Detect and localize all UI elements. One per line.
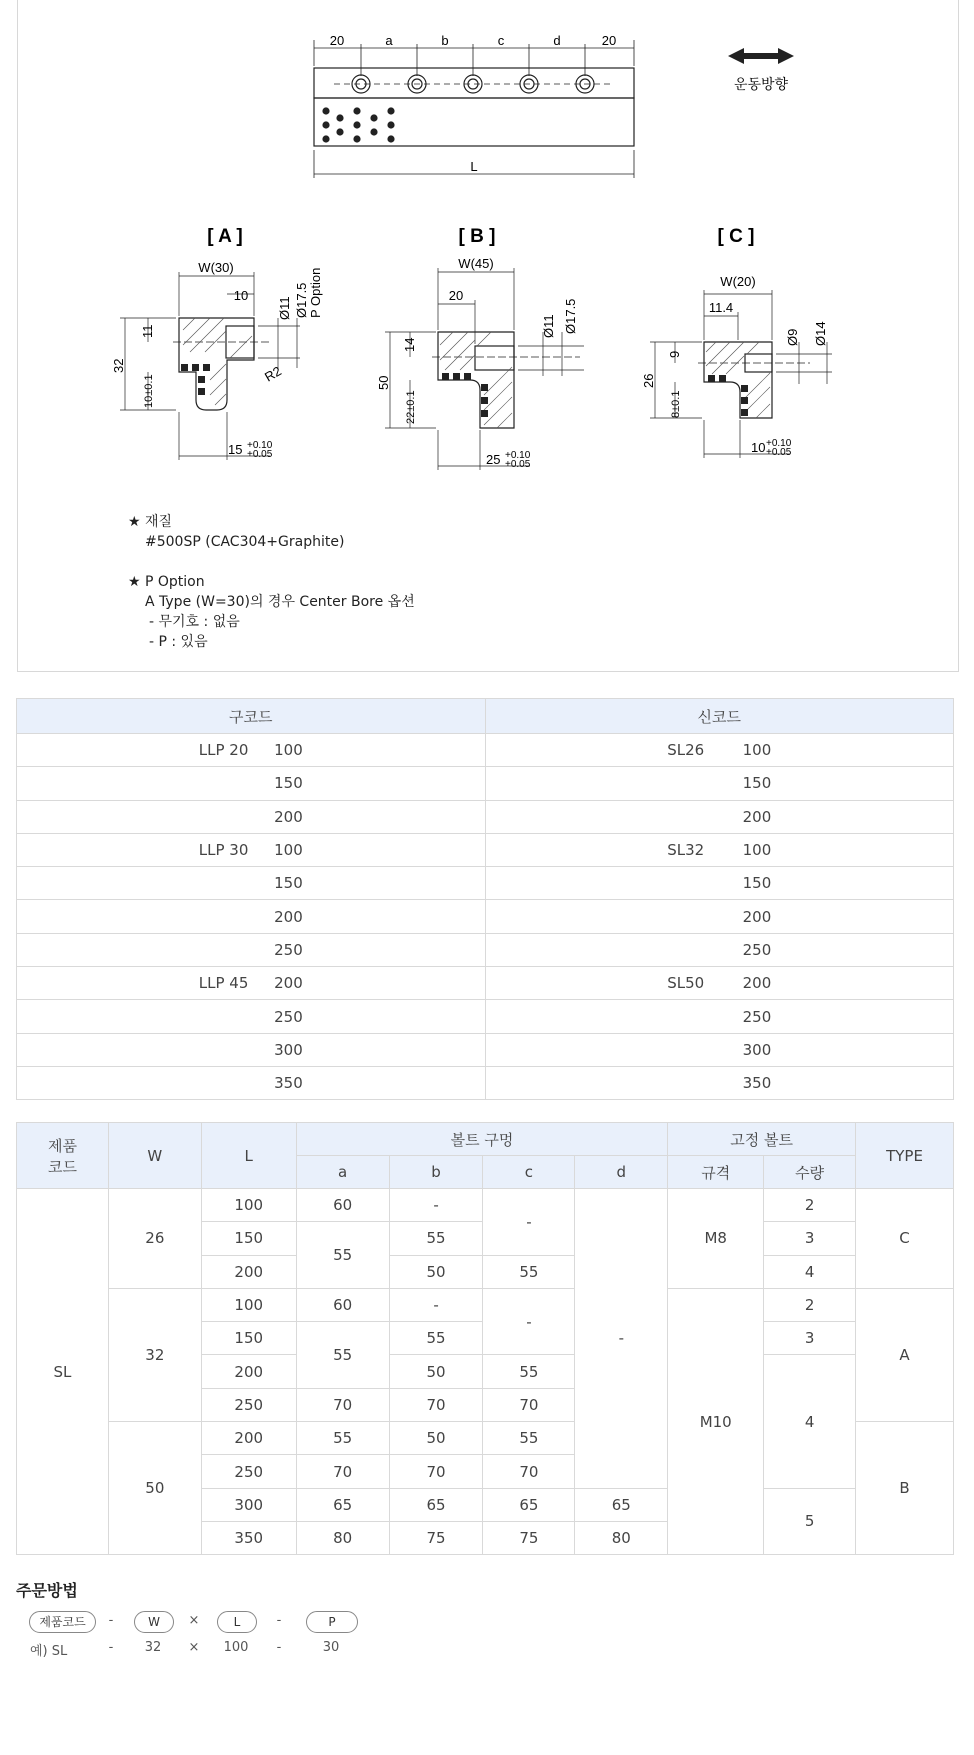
- old-code-cell: [17, 767, 486, 800]
- cell-b: 55: [389, 1222, 483, 1255]
- example-label: 예) SL: [30, 1644, 68, 1659]
- old-code-length: 250: [274, 1007, 303, 1026]
- old-code-length: 200: [274, 807, 303, 826]
- th-d: d: [575, 1156, 668, 1189]
- cell-c: 55: [483, 1255, 575, 1288]
- c-dim-9: 9: [667, 350, 682, 358]
- c-height-26: 26: [641, 373, 656, 388]
- cell-c: 55: [483, 1422, 575, 1455]
- pill-p: P: [306, 1611, 358, 1633]
- th-a: a: [296, 1156, 389, 1189]
- old-code-cell: [17, 867, 486, 900]
- c-tol-bottom: +0.05: [766, 447, 792, 458]
- cell-type: B: [856, 1422, 954, 1555]
- table-row: [17, 833, 954, 866]
- section-b-inserts: [442, 373, 488, 417]
- b-phi11: Ø11: [541, 314, 556, 338]
- b-height-22: 22±0.1: [405, 390, 417, 424]
- cell-a: 60: [296, 1189, 389, 1222]
- old-code-length: 100: [274, 741, 303, 760]
- cell-type: A: [856, 1288, 954, 1421]
- new-code-length: 200: [742, 807, 772, 826]
- old-code-length: 300: [274, 1040, 303, 1059]
- b-height-50: 50: [376, 375, 391, 390]
- cell-l: 100: [201, 1189, 296, 1222]
- cell-b: -: [389, 1288, 483, 1321]
- c-height-8: 8±0.1: [670, 390, 682, 418]
- new-code-prefix: SL50: [667, 974, 705, 993]
- table-row: [17, 800, 954, 833]
- cell-l: 100: [201, 1288, 296, 1321]
- new-code-cell: [485, 900, 954, 933]
- new-code-cell: [485, 833, 954, 866]
- cell-c: 55: [483, 1355, 575, 1388]
- notes: [128, 512, 415, 652]
- option-none: - 무기호 : 없음: [149, 614, 240, 630]
- section-a-hatch: [183, 318, 252, 405]
- spec-table: [16, 1122, 954, 1555]
- section-c-inserts: [708, 375, 748, 416]
- cell-l: 200: [201, 1255, 296, 1288]
- section-b-profile: [385, 268, 584, 470]
- new-code-cell: [485, 800, 954, 833]
- section-a-title: [ A ]: [207, 226, 243, 247]
- cell-a: 70: [296, 1455, 389, 1488]
- new-code-cell: [485, 1033, 954, 1066]
- a-tol-bottom: +0.05: [247, 449, 273, 460]
- pill-w: W: [134, 1611, 174, 1633]
- a-p-option: P Option: [308, 267, 323, 318]
- b-dim-20: 20: [448, 288, 464, 303]
- example-l: 100: [223, 1640, 249, 1655]
- th-code: 제품 코드: [17, 1123, 109, 1189]
- b-width: W(45): [458, 256, 494, 271]
- cell-w: 32: [108, 1288, 201, 1421]
- a-height-32: 32: [111, 358, 126, 373]
- cell-qty: 2: [764, 1288, 856, 1321]
- th-bolt-hole: 볼트 구멍: [296, 1123, 668, 1156]
- th-c: c: [483, 1156, 575, 1189]
- sep-x: ×: [188, 1613, 200, 1628]
- motion-label: 운동방향: [733, 76, 789, 92]
- c-phi9: Ø9: [785, 328, 800, 346]
- cell-b: 50: [389, 1422, 483, 1455]
- new-code-length: 350: [742, 1074, 772, 1093]
- cell-l: 200: [201, 1355, 296, 1388]
- b-tol-bottom: +0.05: [505, 459, 531, 470]
- new-code-length: 150: [742, 774, 772, 793]
- cell-a: 55: [296, 1322, 389, 1389]
- th-type: TYPE: [856, 1123, 954, 1189]
- cell-a: 55: [296, 1222, 389, 1289]
- a-radius: R2: [262, 363, 284, 385]
- th-w: W: [108, 1123, 201, 1189]
- cell-l: 200: [201, 1422, 296, 1455]
- cell-c: 75: [483, 1521, 575, 1554]
- old-code-cell: [17, 734, 486, 767]
- cell-c: 70: [483, 1455, 575, 1488]
- new-code-length: 200: [742, 907, 772, 926]
- cell-l: 300: [201, 1488, 296, 1521]
- section-c-title: [ C ]: [717, 226, 755, 247]
- section-b-title: [ B ]: [458, 226, 496, 247]
- old-code-length: 150: [274, 874, 303, 893]
- cell-qty: 4: [764, 1255, 856, 1288]
- table-row: [17, 1066, 954, 1099]
- cell-b: 70: [389, 1455, 483, 1488]
- old-code-length: 150: [274, 774, 303, 793]
- dim-c: c: [497, 33, 505, 48]
- new-code-cell: [485, 867, 954, 900]
- example-p: 30: [322, 1640, 340, 1655]
- cell-d: 65: [575, 1488, 668, 1521]
- new-code-prefix: SL26: [667, 741, 705, 760]
- dim-d: d: [553, 33, 561, 48]
- sep-dash: -: [276, 1613, 282, 1628]
- table-row: [17, 967, 954, 1000]
- th-l: L: [201, 1123, 296, 1189]
- table-row: [17, 1189, 954, 1222]
- cell-qty: 2: [764, 1189, 856, 1222]
- new-code-header: 신코드: [485, 699, 954, 734]
- pill-l: L: [217, 1611, 257, 1633]
- new-code-cell: [485, 1000, 954, 1033]
- old-code-cell: [17, 933, 486, 966]
- cell-qty: 3: [764, 1222, 856, 1255]
- new-code-cell: [485, 1066, 954, 1099]
- cell-w: 26: [108, 1189, 201, 1289]
- a-phi11: Ø11: [277, 296, 292, 320]
- b-phi175: Ø17.5: [563, 298, 578, 334]
- a-bottom-dim: 15: [228, 442, 243, 457]
- cell-d: -: [575, 1189, 668, 1489]
- motion-arrow-icon: [728, 48, 794, 64]
- new-code-length: 250: [742, 1007, 772, 1026]
- old-code-prefix: LLP 30: [198, 841, 249, 860]
- old-code-prefix: LLP 45: [198, 974, 249, 993]
- cell-spec: M10: [668, 1288, 764, 1554]
- cell-a: 55: [296, 1422, 389, 1455]
- old-code-length: 200: [274, 974, 303, 993]
- sep-dash: -: [108, 1640, 114, 1655]
- old-code-cell: [17, 967, 486, 1000]
- cell-b: -: [389, 1189, 483, 1222]
- cell-b: 55: [389, 1322, 483, 1355]
- sep-dash: -: [276, 1640, 282, 1655]
- new-code-cell: [485, 933, 954, 966]
- old-code-cell: [17, 900, 486, 933]
- dim-20-right: 20: [601, 33, 617, 48]
- cell-c: -: [483, 1189, 575, 1256]
- top-view: [314, 40, 634, 178]
- cell-b: 50: [389, 1355, 483, 1388]
- old-code-prefix: LLP 20: [198, 741, 249, 760]
- old-code-length: 250: [274, 940, 303, 959]
- old-code-cell: [17, 1033, 486, 1066]
- th-spec: 규격: [668, 1156, 764, 1189]
- cell-code: SL: [17, 1189, 109, 1555]
- c-dim-114: 11.4: [708, 300, 734, 315]
- b-tol-top: +0.10: [505, 450, 531, 461]
- old-code-length: 100: [274, 841, 303, 860]
- cell-type: C: [856, 1189, 954, 1289]
- th-b: b: [389, 1156, 483, 1189]
- old-code-cell: [17, 1000, 486, 1033]
- c-phi14: Ø14: [813, 321, 828, 346]
- cell-b: 75: [389, 1521, 483, 1554]
- material-title: ★ 재질: [128, 514, 173, 530]
- new-code-prefix: SL32: [667, 841, 705, 860]
- option-desc: A Type (W=30)의 경우 Center Bore 옵션: [145, 594, 415, 610]
- c-tol-top: +0.10: [766, 438, 792, 449]
- cell-qty: 5: [764, 1488, 856, 1555]
- sep-x: ×: [188, 1640, 200, 1655]
- cell-b: 70: [389, 1388, 483, 1421]
- cell-l: 350: [201, 1521, 296, 1554]
- cell-l: 250: [201, 1388, 296, 1421]
- a-dim-11: 11: [140, 324, 155, 338]
- cell-a: 70: [296, 1388, 389, 1421]
- c-width: W(20): [720, 274, 756, 289]
- pill-product-code: 제품코드: [29, 1611, 96, 1633]
- new-code-length: 250: [742, 940, 772, 959]
- old-code-cell: [17, 833, 486, 866]
- c-bottom-dim: 10: [751, 440, 766, 455]
- table-row: [17, 734, 954, 767]
- cell-qty: 4: [764, 1355, 856, 1488]
- cell-b: 50: [389, 1255, 483, 1288]
- a-phi175: Ø17.5: [294, 282, 309, 318]
- table-row: [17, 1000, 954, 1033]
- sep-dash: -: [108, 1613, 114, 1628]
- cell-c: -: [483, 1288, 575, 1355]
- cell-l: 250: [201, 1455, 296, 1488]
- cell-l: 150: [201, 1222, 296, 1255]
- a-width: W(30): [198, 260, 234, 275]
- new-code-length: 300: [742, 1040, 772, 1059]
- new-code-cell: [485, 734, 954, 767]
- table-row: [17, 1033, 954, 1066]
- new-code-cell: [485, 767, 954, 800]
- old-code-length: 350: [274, 1074, 303, 1093]
- dim-20-left: 20: [329, 33, 345, 48]
- table-row: [17, 867, 954, 900]
- option-title: ★ P Option: [128, 574, 205, 590]
- a-dim-10: 10: [233, 288, 249, 303]
- b-bottom-dim: 25: [486, 452, 501, 467]
- old-code-header: 구코드: [17, 699, 486, 734]
- new-code-cell: [485, 967, 954, 1000]
- new-code-length: 100: [742, 841, 772, 860]
- cell-a: 65: [296, 1488, 389, 1521]
- graphite-dots: [322, 107, 394, 142]
- dim-length: L: [470, 159, 478, 174]
- th-fix-bolt: 고정 볼트: [668, 1123, 856, 1156]
- cell-qty: 3: [764, 1322, 856, 1355]
- cell-c: 70: [483, 1388, 575, 1421]
- dim-b: b: [441, 33, 449, 48]
- old-code-cell: [17, 1066, 486, 1099]
- cell-w: 50: [108, 1422, 201, 1555]
- option-p: - P : 있음: [149, 634, 208, 650]
- cell-b: 65: [389, 1488, 483, 1521]
- b-dim-14: 14: [402, 337, 417, 352]
- new-code-length: 100: [742, 741, 772, 760]
- cell-spec: M8: [668, 1189, 764, 1289]
- dim-a: a: [385, 33, 393, 48]
- old-code-length: 200: [274, 907, 303, 926]
- cell-a: 80: [296, 1521, 389, 1554]
- cell-a: 60: [296, 1288, 389, 1321]
- a-tol-top: +0.10: [247, 440, 273, 451]
- new-code-length: 150: [742, 874, 772, 893]
- code-conversion-table: [16, 698, 954, 1100]
- th-qty: 수량: [764, 1156, 856, 1189]
- material-value: #500SP (CAC304+Graphite): [145, 534, 345, 550]
- cell-l: 150: [201, 1322, 296, 1355]
- cell-d: 80: [575, 1521, 668, 1554]
- old-code-cell: [17, 800, 486, 833]
- table-row: [17, 1288, 954, 1321]
- table-row: [17, 933, 954, 966]
- order-method-title: 주문방법: [16, 1581, 78, 1600]
- section-c-hatch: [706, 342, 770, 418]
- section-c-profile: [650, 290, 832, 458]
- table-row: [17, 900, 954, 933]
- example-w: 32: [144, 1640, 162, 1655]
- a-height-10: 10±0.1: [143, 374, 155, 408]
- cell-c: 65: [483, 1488, 575, 1521]
- new-code-length: 200: [742, 974, 772, 993]
- table-row: [17, 767, 954, 800]
